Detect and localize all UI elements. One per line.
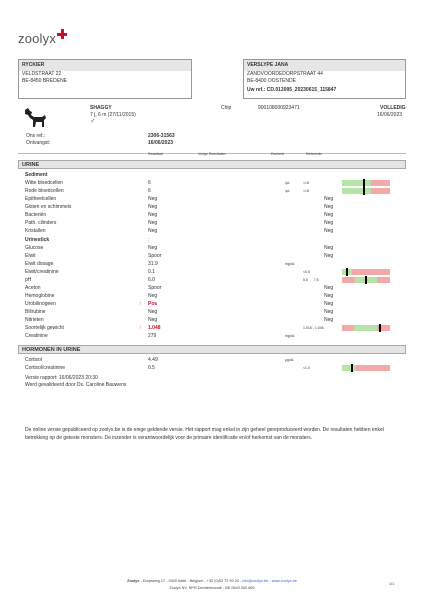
row-result: Neg — [148, 212, 158, 218]
table-row — [18, 308, 406, 316]
row-name: Eiwit — [25, 253, 36, 259]
table-row — [18, 195, 406, 203]
row-name: Cortisol — [25, 357, 42, 363]
column-reference: Referentie — [306, 152, 323, 156]
gauge-marker — [363, 187, 365, 195]
row-name: Bacteriën — [25, 212, 47, 218]
row-unit: /µL — [285, 189, 290, 193]
gauge-marker — [365, 276, 367, 284]
row-unit: mg/dL — [285, 262, 295, 266]
page-number: 1/1 — [389, 582, 395, 586]
row-name: Aceton — [25, 285, 41, 291]
table-row — [18, 324, 406, 332]
row-result: Neg — [148, 196, 158, 202]
range-gauge — [342, 277, 390, 283]
row-name: Urinestick — [25, 237, 50, 243]
row-name: Soortelijk gewicht — [25, 325, 64, 331]
range-gauge — [342, 325, 390, 331]
male-icon: ♂ — [90, 118, 96, 125]
row-reference: Neg — [324, 220, 334, 226]
table-row — [18, 356, 406, 364]
row-reference: Neg — [324, 204, 334, 210]
gauge-normal-range — [342, 365, 356, 371]
range-gauge — [342, 188, 390, 194]
row-result: Neg — [148, 293, 158, 299]
row-name: Sediment — [25, 172, 48, 178]
chip-number: 900108000923471 — [258, 105, 300, 111]
table-row — [18, 252, 406, 260]
table-row — [18, 219, 406, 227]
report-validated: Werd gevalideerd door Ds. Caroline Bauwens — [25, 382, 127, 388]
row-result: 6 — [148, 180, 151, 186]
arrow-up-icon: ↑ — [139, 301, 142, 307]
vet-name: VERSLYPE JANA — [244, 60, 405, 71]
chip-label: Chip — [221, 105, 232, 111]
table-row — [18, 316, 406, 324]
table-row — [18, 227, 406, 235]
hormones-section-header: HORMONEN IN URINE — [18, 345, 406, 354]
range-gauge — [342, 180, 390, 186]
row-result: 0.1 — [148, 269, 155, 275]
row-result: : — [148, 237, 150, 243]
animal-info — [18, 105, 406, 154]
ontvangst-value: 16/06/2023 — [148, 140, 174, 146]
row-result: Neg — [148, 220, 158, 226]
uw-ref-label: Uw ref.: — [247, 87, 266, 93]
footer-website-link[interactable]: www.zoolyx.be — [271, 579, 297, 583]
row-reference: Neg — [324, 196, 334, 202]
row-name: Glucose — [25, 245, 44, 251]
row-unit: mg/dL — [285, 334, 295, 338]
table-row — [18, 260, 406, 268]
row-name: Kristallen — [25, 228, 46, 234]
cross-icon — [57, 29, 67, 39]
table-row — [18, 244, 406, 252]
range-gauge — [342, 269, 390, 275]
row-reference: Neg — [324, 285, 334, 291]
table-row — [18, 332, 406, 340]
gauge-marker — [379, 324, 381, 332]
table-row — [18, 179, 406, 187]
column-previous: Vorige Resultaten — [198, 152, 226, 156]
row-reference: Neg — [324, 212, 334, 218]
row-name: Rode bloedcellen — [25, 188, 64, 194]
row-name: Witte bloedcellen — [25, 180, 64, 186]
ontvangst-label: Ontvangst: — [26, 140, 51, 146]
owner-box — [18, 59, 192, 99]
row-name: Nitrieten — [25, 317, 44, 323]
ons-ref-value: 2306-31563 — [148, 133, 175, 139]
row-name: Eiwit/creatinine — [25, 269, 59, 275]
row-reference: Neg — [324, 293, 334, 299]
footer-line-2: Zoolyx NV, RPR Dendermonde - BE 0549.932.669 — [169, 586, 255, 590]
row-result: Spoor — [148, 285, 162, 291]
row-reference: 5.5 7.5 — [303, 278, 319, 282]
row-result: Neg — [148, 317, 158, 323]
vet-reference — [244, 87, 405, 94]
row-result: Neg — [148, 228, 158, 234]
row-result: Neg — [148, 245, 158, 251]
row-name: Path. cilinders — [25, 220, 57, 226]
vet-street: ZANDVOORDEDORPSTRAAT 44 — [247, 71, 323, 77]
table-row — [18, 292, 406, 300]
status-label: VOLLEDIG — [380, 105, 406, 111]
row-name: Urobilinogeen — [25, 301, 56, 307]
uw-ref-value: CD.013095_20230615_115847 — [266, 87, 337, 93]
row-result: 279 — [148, 333, 157, 339]
table-row — [18, 268, 406, 276]
gauge-normal-range — [342, 188, 371, 194]
row-reference: Neg — [324, 309, 334, 315]
table-row — [18, 276, 406, 284]
row-name: Hemoglobine — [25, 293, 55, 299]
footer-company: Zoolyx — [127, 579, 140, 583]
table-row — [18, 171, 406, 179]
row-result: Neg — [148, 309, 158, 315]
footer-line-1 — [0, 578, 424, 584]
row-reference: <=8 — [303, 189, 310, 193]
row-reference: <0.5 — [303, 270, 310, 274]
row-reference: Neg — [324, 228, 334, 234]
table-row — [18, 203, 406, 211]
row-result: 4.49 — [148, 357, 158, 363]
row-result: 31.9 — [148, 261, 158, 267]
zoolyx-logo — [18, 30, 67, 46]
column-result: Resultaat — [148, 152, 163, 156]
disclaimer: De online versie gepubliceerd op zoolyx.be is de enige geldende versie. Het rapport mag enkel in zijn geheel gereproduceerd worden. De resultaten hebben enkel betrekking op de geteste monsters. De inzender is verantwoordelijk voor de primaire identificatie en/of herkomst van de monsters. — [25, 427, 384, 441]
urine-section-header: URINE — [18, 160, 406, 169]
row-unit: µg/dL — [285, 358, 294, 362]
status-date: 16/06/2023 — [377, 112, 403, 118]
row-reference: Neg — [324, 253, 334, 259]
table-row — [18, 364, 406, 372]
row-reference: Neg — [324, 245, 334, 251]
table-row — [18, 236, 406, 244]
report-version: Versie rapport: 16/06/2023 20:30 — [25, 375, 98, 381]
gauge-marker — [346, 268, 348, 276]
row-result: 6 — [148, 188, 151, 194]
row-name: Creatinine — [25, 333, 48, 339]
footer-email-link[interactable]: info@zoolyx.be — [242, 579, 269, 583]
table-row — [18, 211, 406, 219]
row-name: Epitheelcellen — [25, 196, 57, 202]
row-reference: Neg — [324, 317, 334, 323]
footer-address: - Dorpsweg 17 - 9300 Aalst - Belgium - +32 (0)53 72 99 20 - — [139, 579, 243, 583]
gauge-marker — [363, 179, 365, 187]
footer-separator: - — [268, 579, 272, 583]
row-result: Pos — [148, 301, 158, 307]
row-result: 6.0 — [148, 277, 155, 283]
animal-name: SHAGGY — [90, 105, 112, 111]
gauge-marker — [351, 364, 353, 372]
row-name: Bilirubine — [25, 309, 46, 315]
row-name: pH — [25, 277, 32, 283]
column-unit: Eenheid — [271, 152, 284, 156]
row-reference: <=8 — [303, 181, 310, 185]
owner-street: VELDSTRAAT 22 — [22, 71, 62, 77]
row-reference: 1.015 - 1.045 — [303, 326, 324, 330]
row-result: Neg — [148, 204, 158, 210]
row-name: Cortisol/creatinine — [25, 365, 66, 371]
dog-icon — [22, 107, 48, 129]
gauge-normal-range — [342, 180, 371, 186]
row-unit: /µL — [285, 181, 290, 185]
arrow-up-icon: ↑ — [139, 325, 142, 331]
table-row — [18, 284, 406, 292]
row-reference: <1.0 — [303, 366, 310, 370]
gauge-normal-range — [354, 325, 377, 331]
range-gauge — [342, 365, 390, 371]
animal-age: 7 j, 6 m (27/11/2015) — [90, 112, 136, 118]
row-result: 0.5 — [148, 365, 155, 371]
row-name: Gisten en schimmels — [25, 204, 72, 210]
owner-city: BE-8450 BREDENE — [22, 78, 68, 84]
row-reference: Neg — [324, 301, 334, 307]
table-row — [18, 300, 406, 308]
row-result: Spoor — [148, 253, 162, 259]
vet-city: BE-8400 OOSTENDE — [247, 78, 296, 84]
row-result: 1.048 — [148, 325, 161, 331]
logo-text: zoolyx — [18, 30, 57, 46]
owner-name: RYCKIER — [19, 60, 191, 71]
ons-ref-label: Ons ref.: — [26, 133, 46, 139]
row-name: Eiwit dosage — [25, 261, 54, 267]
table-row — [18, 187, 406, 195]
vet-box — [243, 59, 406, 99]
